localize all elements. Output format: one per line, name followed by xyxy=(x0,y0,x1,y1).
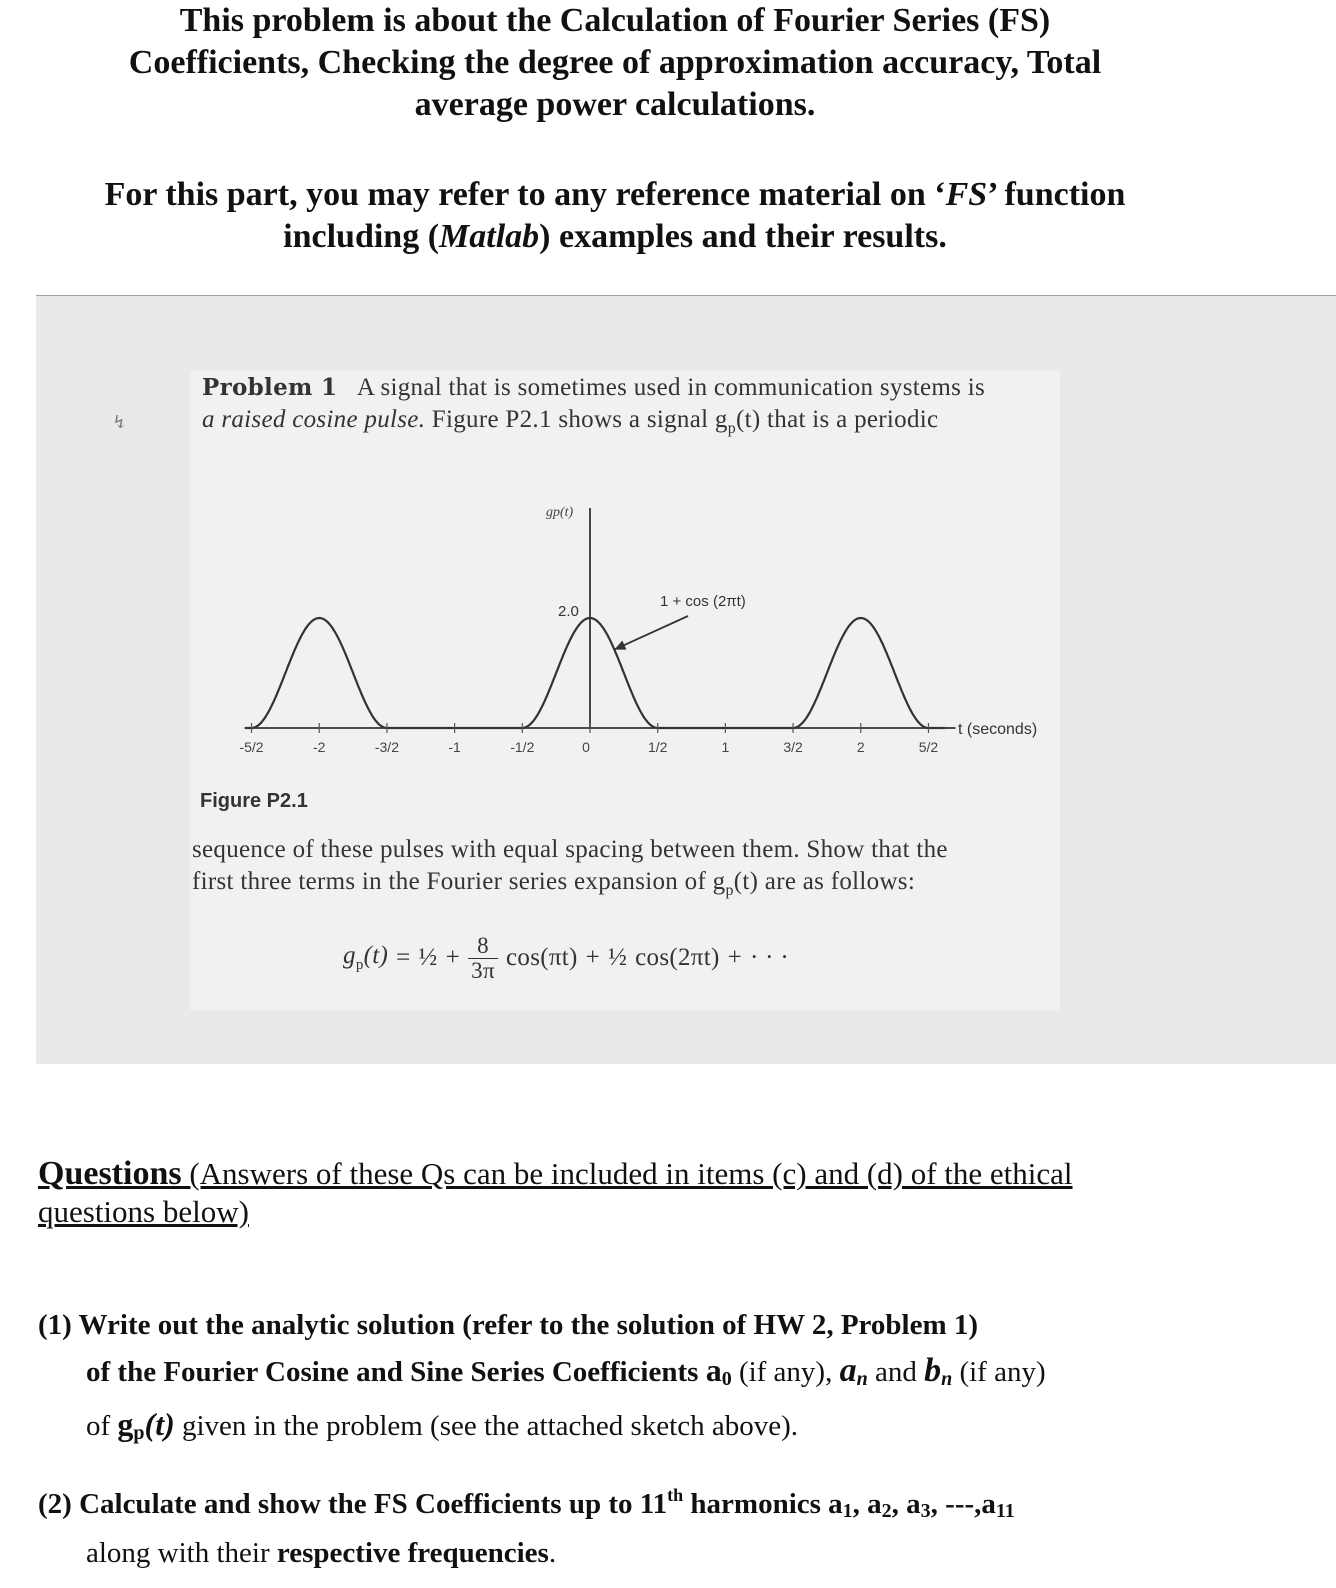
body-sub: p xyxy=(725,882,734,899)
q2-sup: th xyxy=(667,1485,684,1505)
intro-italic: a raised cosine pulse. xyxy=(202,406,426,433)
eq-fraction xyxy=(468,934,498,983)
eq-arg: (t) xyxy=(363,942,389,969)
q2-sub: 3 xyxy=(920,1500,931,1522)
eq-lhs xyxy=(343,942,388,974)
eq-denominator: 3π xyxy=(471,957,495,983)
q1-an: a xyxy=(839,1352,857,1389)
eq-plus: + xyxy=(727,944,742,971)
eq-half: ½ xyxy=(418,944,438,971)
question-2-line-1 xyxy=(38,1485,1015,1522)
q2-text: (2) Calculate and show the FS Coefficients up to 11 xyxy=(38,1488,668,1520)
q1-an-sub: n xyxy=(856,1368,868,1390)
q1-bn: b xyxy=(924,1352,942,1389)
eq-cos2: cos(2πt) xyxy=(635,944,720,971)
questions-note: (Answers of these Qs can be included in items (c) and (d) of the ethical questions below) xyxy=(38,1156,1073,1229)
y-axis-label: gp(t) xyxy=(546,505,574,520)
figure-p2-1 xyxy=(190,480,1060,780)
q1-a0: a xyxy=(705,1352,722,1388)
x-tick-label: 3/2 xyxy=(783,739,803,755)
body-text: first three terms in the Fourier series expansion of g xyxy=(192,868,726,895)
q1-a0-sub: 0 xyxy=(721,1368,732,1390)
q1-gp: g xyxy=(117,1406,134,1442)
question-1 xyxy=(38,1303,1298,1456)
page-title xyxy=(0,0,1230,126)
question-1-line-3 xyxy=(38,1402,1298,1456)
reference-note-text: For this part, you may refer to any reference material on ‘ xyxy=(104,176,946,213)
x-axis-label: t (seconds) xyxy=(958,721,1038,738)
x-tick-label: 2 xyxy=(856,739,865,755)
intro-sub: p xyxy=(727,420,737,437)
reference-note-line-1 xyxy=(0,174,1230,216)
questions-heading xyxy=(38,1155,1138,1231)
matlab-italic: Matlab xyxy=(439,218,540,255)
questions-title: Questions xyxy=(38,1155,182,1192)
q1-text: and xyxy=(867,1356,925,1388)
problem-intro-line-1 xyxy=(202,374,985,402)
reference-note-line-2 xyxy=(0,216,1230,258)
reference-note-text: ) examples and their results. xyxy=(539,218,947,255)
fs-italic: FS xyxy=(945,176,988,213)
q2-text: along with their xyxy=(86,1537,277,1569)
intro-text: Figure P2.1 shows a signal g xyxy=(425,406,728,433)
fourier-equation xyxy=(343,928,789,988)
eq-equals: = xyxy=(396,944,411,971)
body-text: (t) are as follows: xyxy=(733,868,916,895)
title-line-2: Coefficients, Checking the degree of approximation accuracy, Total xyxy=(128,44,1102,81)
x-tick-label: 1 xyxy=(721,739,730,755)
question-2-line-2 xyxy=(38,1532,1298,1574)
q1-text: of xyxy=(86,1410,118,1442)
question-1-line-1: (1) Write out the analytic solution (refer to the solution of HW 2, Problem 1) xyxy=(38,1309,979,1341)
eq-half: ½ xyxy=(608,944,628,971)
reference-note-text: including ( xyxy=(283,218,440,255)
intro-text: (t) that is a periodic xyxy=(736,406,939,433)
title-line-1: This problem is about the Calculation of Fourier Series (FS) xyxy=(179,2,1051,39)
problem-intro-line-2 xyxy=(202,406,938,438)
reference-note xyxy=(0,174,1230,258)
scan-mark-icon: ↯ xyxy=(112,412,128,432)
x-tick-label: 5/2 xyxy=(918,739,939,755)
q1-gp-arg: (t) xyxy=(144,1406,175,1442)
x-tick-label: -5/2 xyxy=(239,739,264,755)
q2-text: , a xyxy=(891,1488,921,1520)
eq-plus: + xyxy=(445,944,460,971)
q2-sub: 11 xyxy=(995,1500,1015,1522)
reference-note-text: ’ function xyxy=(987,176,1126,213)
signal-curve xyxy=(245,618,945,728)
title-line-3: average power calculations. xyxy=(414,86,816,123)
figure-label: Figure P2.1 xyxy=(200,790,308,812)
x-tick-label: -1/2 xyxy=(510,739,535,755)
curve-annotation: 1 + cos (2πt) xyxy=(660,593,746,610)
q1-text: of the Fourier Cosine and Sine Series Coefficients xyxy=(86,1356,706,1388)
eq-g-sub: p xyxy=(355,957,364,973)
x-tick-label: -1 xyxy=(448,739,461,755)
q2-sub: 2 xyxy=(881,1500,892,1522)
axes xyxy=(245,508,956,728)
q2-text: , ---,a xyxy=(930,1488,996,1520)
x-tick-label: 1/2 xyxy=(647,739,668,755)
x-tick-label: 0 xyxy=(582,739,590,755)
q1-text: (if any), xyxy=(731,1356,840,1388)
x-tick-label: -2 xyxy=(313,739,326,755)
q1-text: (if any) xyxy=(952,1356,1046,1388)
eq-cos1: cos(πt) xyxy=(506,944,578,971)
x-tick-label: -3/2 xyxy=(374,739,399,755)
q2-sub: 1 xyxy=(842,1500,853,1522)
problem-body-line-2 xyxy=(192,868,915,900)
eq-dots: · · · xyxy=(749,944,789,971)
intro-text: A signal that is sometimes used in communication systems is xyxy=(356,374,985,401)
question-1-line-2 xyxy=(38,1348,1298,1402)
problem-body-line-1: sequence of these pulses with equal spacing between them. Show that the xyxy=(192,836,948,863)
eq-numerator: 8 xyxy=(477,932,489,958)
q2-text: . xyxy=(548,1537,557,1569)
annotation-arrow xyxy=(614,616,688,650)
q1-text: given in the problem (see the attached sketch above). xyxy=(174,1410,799,1442)
q2-bold: respective frequencies xyxy=(276,1537,549,1569)
eq-plus: + xyxy=(585,944,601,971)
q2-text: harmonics a xyxy=(683,1488,843,1520)
q2-text: , a xyxy=(852,1488,882,1520)
eq-g: g xyxy=(343,942,356,969)
y-tick-label: 2.0 xyxy=(558,603,579,620)
q1-bn-sub: n xyxy=(941,1368,953,1390)
problem-label: Problem 1 xyxy=(202,374,338,401)
question-2 xyxy=(38,1474,1298,1574)
q1-gp-sub: p xyxy=(133,1422,145,1444)
